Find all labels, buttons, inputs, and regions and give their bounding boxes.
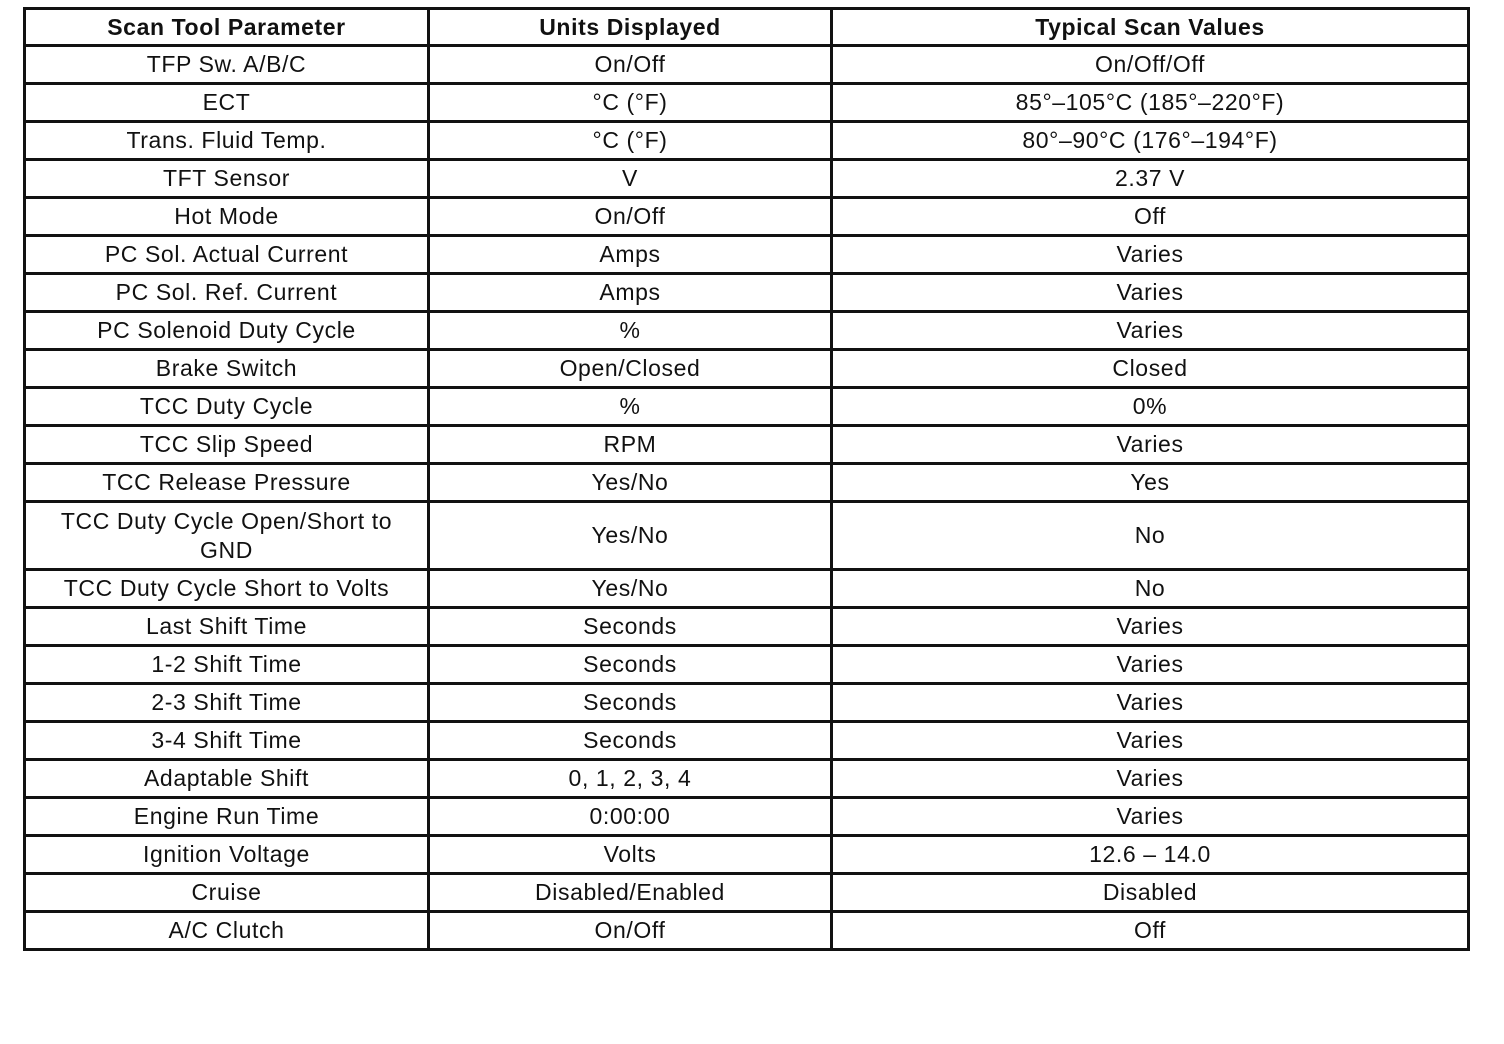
table-row	[25, 46, 1469, 84]
typical-cell: Disabled	[832, 874, 1469, 912]
table-row	[25, 84, 1469, 122]
typical-cell: Varies	[832, 426, 1469, 464]
typical-cell: Varies	[832, 312, 1469, 350]
typical-cell: On/Off/Off	[832, 46, 1469, 84]
units-cell: On/Off	[429, 912, 832, 950]
typical-cell: 85°–105°C (185°–220°F)	[832, 84, 1469, 122]
table-row	[25, 722, 1469, 760]
param-cell: A/C Clutch	[25, 912, 429, 950]
typical-cell: Varies	[832, 236, 1469, 274]
scan-tool-parameter-table	[23, 7, 1470, 951]
units-cell: %	[429, 388, 832, 426]
typical-cell: Yes	[832, 464, 1469, 502]
typical-cell: No	[832, 502, 1469, 570]
units-cell: Amps	[429, 274, 832, 312]
units-cell: V	[429, 160, 832, 198]
param-cell: 3-4 Shift Time	[25, 722, 429, 760]
units-cell: On/Off	[429, 198, 832, 236]
typical-cell: Varies	[832, 274, 1469, 312]
typical-cell: Varies	[832, 646, 1469, 684]
table-row	[25, 198, 1469, 236]
header-typical-scan-values: Typical Scan Values	[832, 9, 1469, 46]
header-scan-tool-parameter: Scan Tool Parameter	[25, 9, 429, 46]
table-row	[25, 760, 1469, 798]
units-cell: %	[429, 312, 832, 350]
units-cell: Seconds	[429, 722, 832, 760]
units-cell: Seconds	[429, 646, 832, 684]
table-row	[25, 388, 1469, 426]
table-row	[25, 570, 1469, 608]
units-cell: Volts	[429, 836, 832, 874]
typical-cell: Varies	[832, 684, 1469, 722]
param-cell	[25, 502, 429, 570]
units-cell: RPM	[429, 426, 832, 464]
header-units-displayed: Units Displayed	[429, 9, 832, 46]
table-row	[25, 836, 1469, 874]
units-cell: 0:00:00	[429, 798, 832, 836]
typical-cell: Varies	[832, 760, 1469, 798]
param-cell: Engine Run Time	[25, 798, 429, 836]
units-cell: Yes/No	[429, 570, 832, 608]
table-header-row	[25, 9, 1469, 46]
table-row	[25, 236, 1469, 274]
table-row	[25, 464, 1469, 502]
param-cell: TFP Sw. A/B/C	[25, 46, 429, 84]
typical-cell: 2.37 V	[832, 160, 1469, 198]
param-cell: TCC Release Pressure	[25, 464, 429, 502]
table-row	[25, 350, 1469, 388]
param-cell: Last Shift Time	[25, 608, 429, 646]
scan-tool-table-container	[23, 7, 1467, 951]
units-cell: On/Off	[429, 46, 832, 84]
param-cell: PC Solenoid Duty Cycle	[25, 312, 429, 350]
param-cell: Ignition Voltage	[25, 836, 429, 874]
units-cell: Disabled/Enabled	[429, 874, 832, 912]
param-cell: PC Sol. Ref. Current	[25, 274, 429, 312]
typical-cell: 0%	[832, 388, 1469, 426]
param-cell: Cruise	[25, 874, 429, 912]
param-cell: ECT	[25, 84, 429, 122]
table-row	[25, 684, 1469, 722]
typical-cell: Closed	[832, 350, 1469, 388]
table-row	[25, 122, 1469, 160]
param-cell: TCC Duty Cycle	[25, 388, 429, 426]
typical-cell: 80°–90°C (176°–194°F)	[832, 122, 1469, 160]
units-cell: Seconds	[429, 684, 832, 722]
units-cell: Open/Closed	[429, 350, 832, 388]
typical-cell: Varies	[832, 608, 1469, 646]
table-row	[25, 502, 1469, 570]
table-row	[25, 312, 1469, 350]
table-row	[25, 608, 1469, 646]
param-cell: TFT Sensor	[25, 160, 429, 198]
param-cell: TCC Duty Cycle Short to Volts	[25, 570, 429, 608]
typical-cell: Varies	[832, 722, 1469, 760]
param-cell: PC Sol. Actual Current	[25, 236, 429, 274]
param-cell: Hot Mode	[25, 198, 429, 236]
table-row	[25, 874, 1469, 912]
typical-cell: Varies	[832, 798, 1469, 836]
table-row	[25, 646, 1469, 684]
units-cell: °C (°F)	[429, 122, 832, 160]
param-cell-text: TCC Duty Cycle Open/Short to GND	[60, 507, 393, 563]
typical-cell: Off	[832, 912, 1469, 950]
units-cell: Yes/No	[429, 464, 832, 502]
param-cell: 1-2 Shift Time	[25, 646, 429, 684]
units-cell: Seconds	[429, 608, 832, 646]
units-cell: 0, 1, 2, 3, 4	[429, 760, 832, 798]
param-cell: Brake Switch	[25, 350, 429, 388]
table-row	[25, 274, 1469, 312]
param-cell: TCC Slip Speed	[25, 426, 429, 464]
table-row	[25, 426, 1469, 464]
units-cell: °C (°F)	[429, 84, 832, 122]
typical-cell: No	[832, 570, 1469, 608]
units-cell: Amps	[429, 236, 832, 274]
typical-cell: Off	[832, 198, 1469, 236]
param-cell: Adaptable Shift	[25, 760, 429, 798]
units-cell: Yes/No	[429, 502, 832, 570]
table-row	[25, 798, 1469, 836]
table-row	[25, 912, 1469, 950]
table-row	[25, 160, 1469, 198]
param-cell: 2-3 Shift Time	[25, 684, 429, 722]
param-cell: Trans. Fluid Temp.	[25, 122, 429, 160]
typical-cell: 12.6 – 14.0	[832, 836, 1469, 874]
